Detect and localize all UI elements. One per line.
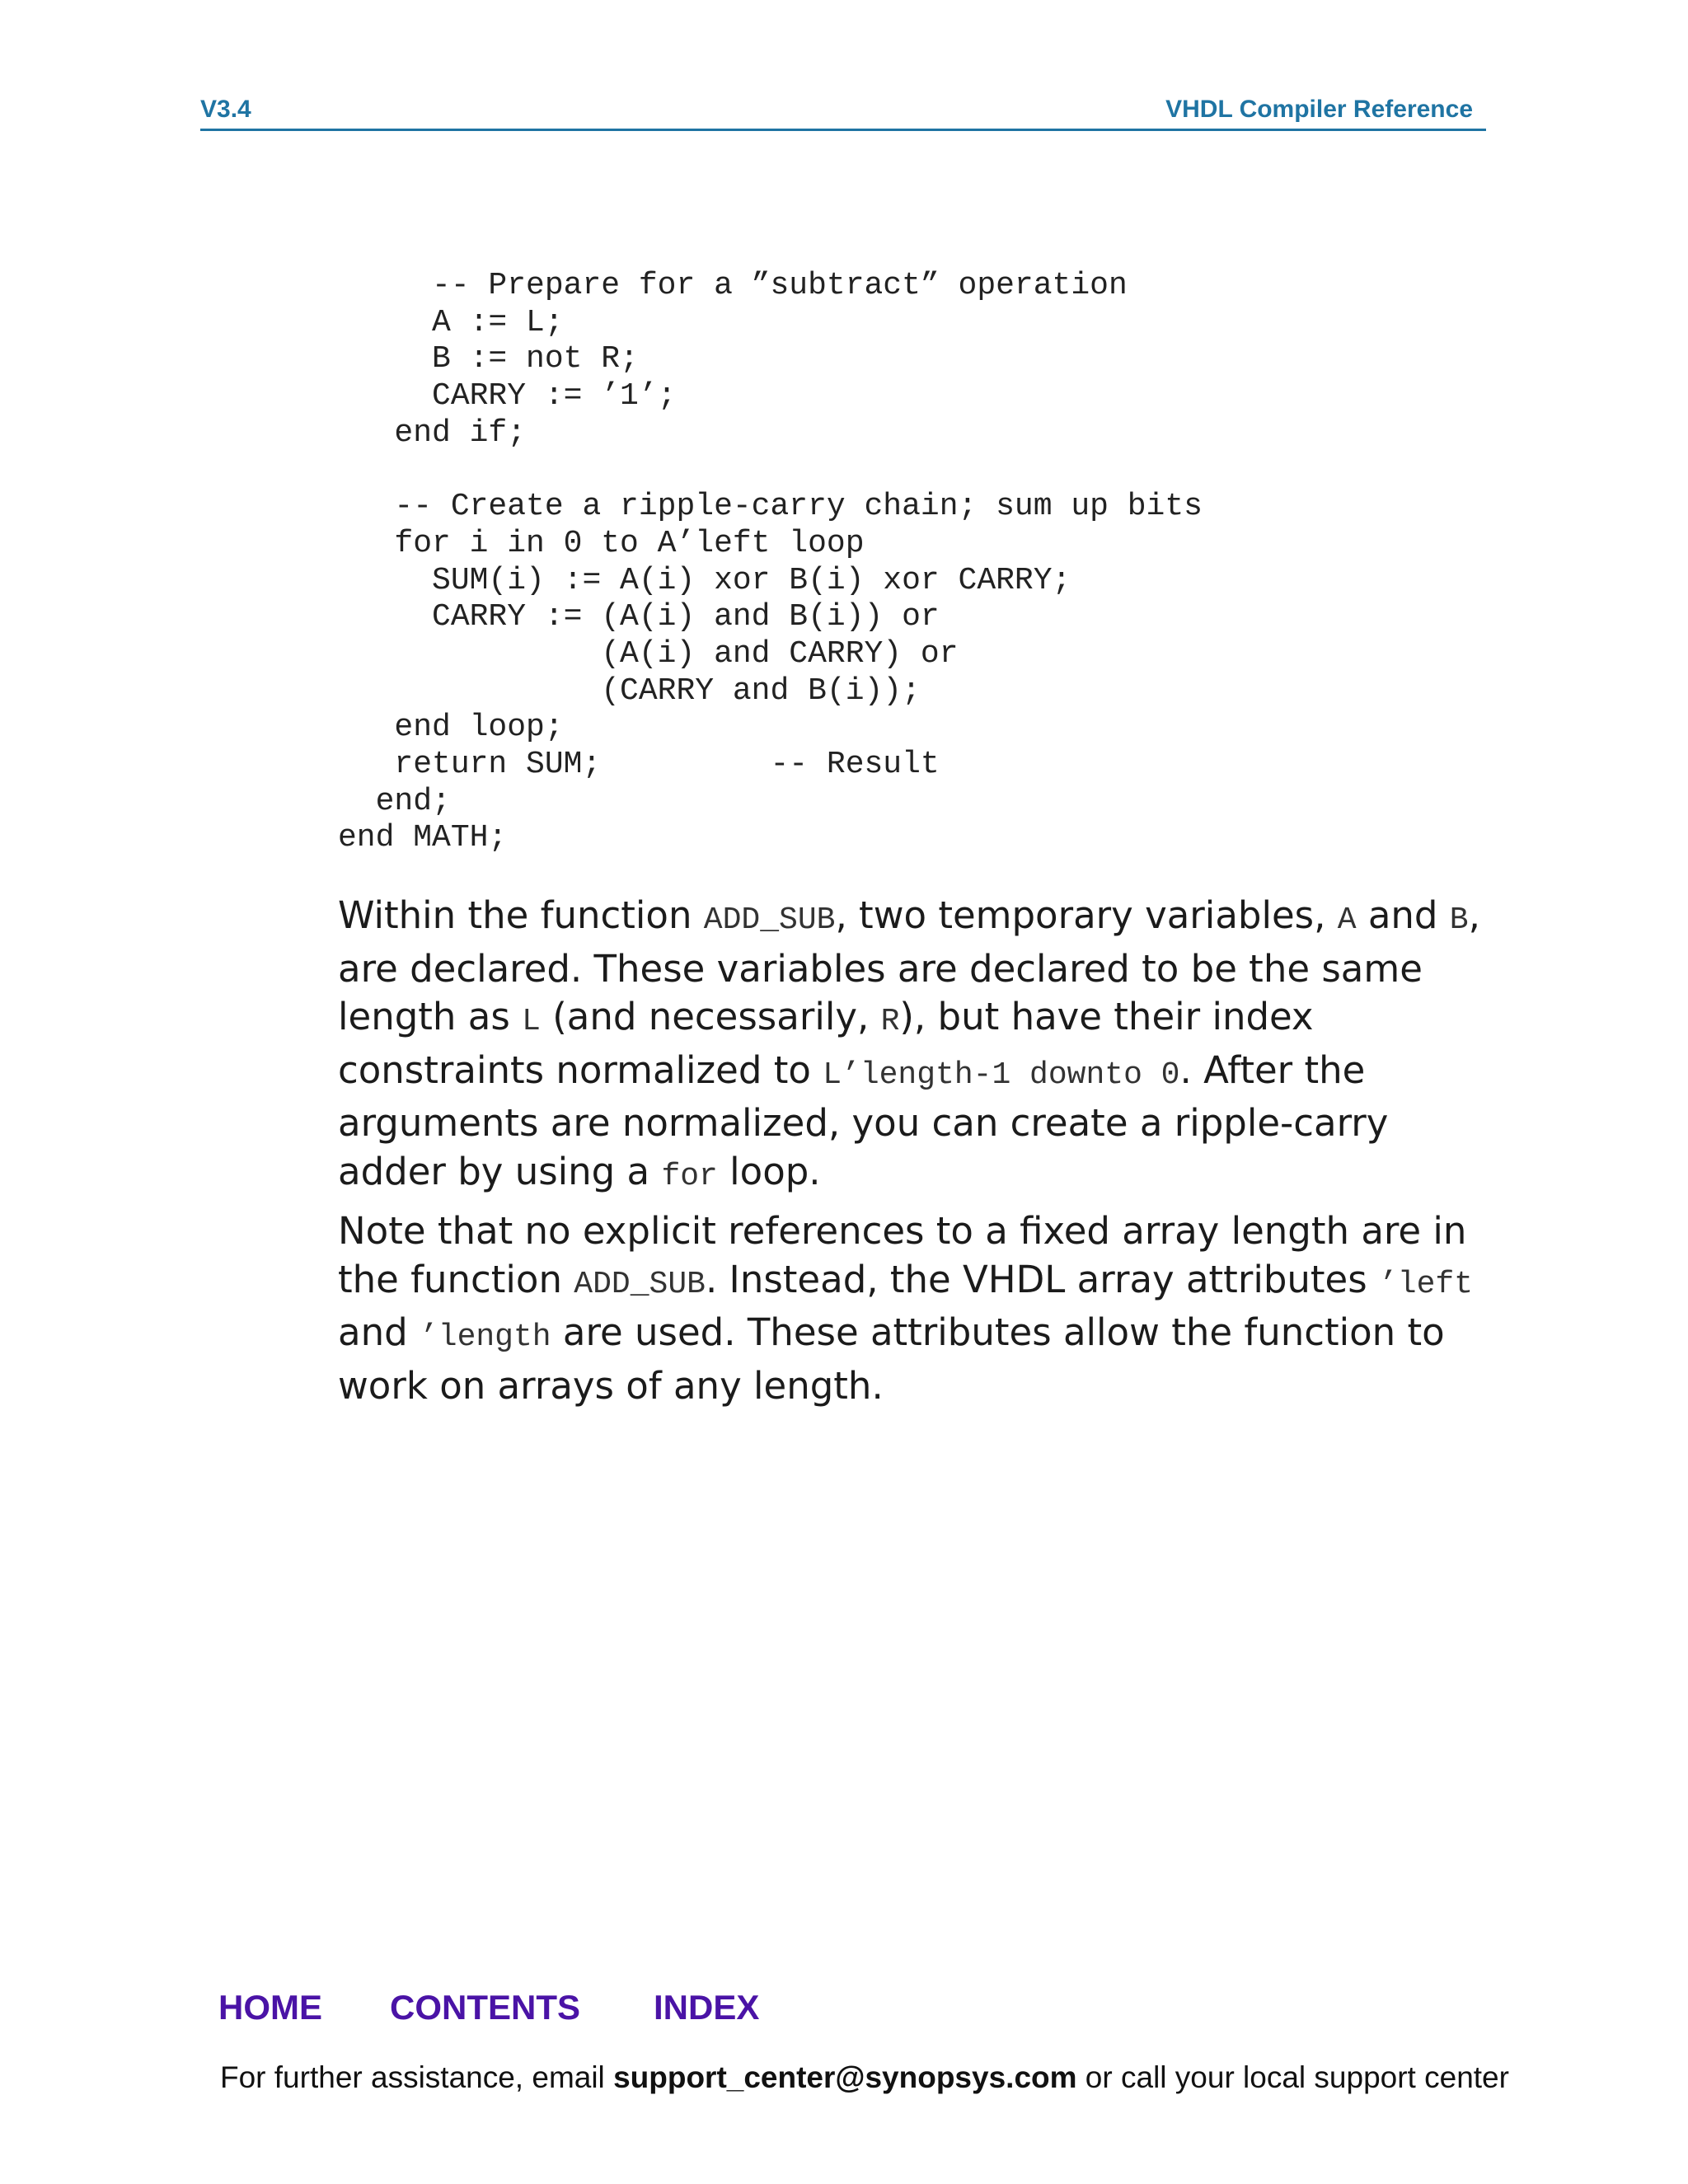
inline-code: L’length-1 downto 0 bbox=[823, 1057, 1180, 1093]
home-link[interactable]: HOME bbox=[218, 1988, 322, 2027]
code-line: CARRY := ’1’; bbox=[338, 378, 677, 415]
index-link[interactable]: INDEX bbox=[654, 1988, 760, 2027]
code-line: (A(i) and CARRY) or bbox=[338, 635, 959, 672]
text-run: and bbox=[1356, 893, 1450, 937]
text-run: loop. bbox=[717, 1149, 821, 1193]
support-line bbox=[220, 2060, 1509, 2095]
code-line: end if; bbox=[338, 415, 527, 451]
code-line: CARRY := (A(i) and B(i)) or bbox=[338, 599, 940, 635]
code-line: SUM(i) := A(i) xor B(i) xor CARRY; bbox=[338, 562, 1071, 598]
text-run: (and necessarily, bbox=[540, 995, 881, 1038]
text-run: , are declared. These variables are declared to be the same length as bbox=[338, 893, 1480, 1038]
inline-code: ADD_SUB bbox=[574, 1266, 706, 1302]
inline-code: ADD_SUB bbox=[703, 902, 836, 938]
inline-code: A bbox=[1337, 902, 1357, 938]
code-line bbox=[338, 452, 1203, 489]
body-paragraph-1 bbox=[338, 892, 1492, 1201]
code-line: -- Prepare for a ”subtract” operation bbox=[338, 268, 1128, 303]
code-line: return SUM; -- Result bbox=[338, 746, 940, 782]
inline-code: ’left bbox=[1379, 1266, 1474, 1302]
code-block bbox=[338, 268, 1203, 857]
text-run: , two temporary variables, bbox=[835, 893, 1338, 937]
code-line: A := L; bbox=[338, 304, 564, 340]
contents-link[interactable]: CONTENTS bbox=[390, 1988, 580, 2027]
support-prefix: For further assistance, email bbox=[220, 2060, 614, 2094]
inline-code: B bbox=[1449, 902, 1469, 938]
inline-code: ’length bbox=[419, 1319, 551, 1355]
version-label: V3.4 bbox=[200, 96, 251, 123]
code-line: -- Create a ripple-carry chain; sum up bits bbox=[338, 489, 1203, 525]
code-line: B := not R; bbox=[338, 341, 639, 377]
text-run: ), but have their index constraints normalized to bbox=[338, 995, 1314, 1092]
page-header bbox=[200, 92, 1486, 131]
body-paragraph-2 bbox=[338, 1207, 1492, 1410]
code-line: end; bbox=[338, 783, 451, 819]
code-line: end MATH; bbox=[338, 820, 508, 856]
document-title: VHDL Compiler Reference bbox=[1165, 96, 1473, 123]
code-line: end loop; bbox=[338, 710, 564, 746]
inline-code: R bbox=[880, 1004, 900, 1039]
code-line: (CARRY and B(i)); bbox=[338, 673, 921, 709]
text-run: Note that no explicit references to a fixed array length are in the function bbox=[338, 1209, 1467, 1301]
text-run: . Instead, the VHDL array attributes bbox=[705, 1257, 1379, 1301]
inline-code: L bbox=[522, 1004, 541, 1039]
inline-code: for bbox=[661, 1158, 718, 1194]
code-line: for i in 0 to A’left loop bbox=[338, 525, 865, 561]
support-email: support_center@synopsys.com bbox=[613, 2060, 1077, 2094]
text-run: and bbox=[338, 1310, 420, 1354]
text-run: Within the function bbox=[338, 893, 704, 937]
text-run: are used. These attributes allow the function to work on arrays of any length. bbox=[338, 1310, 1445, 1408]
text-run: . After the arguments are normalized, you can create a ripple-carry adder by using a bbox=[338, 1047, 1389, 1193]
support-suffix: or call your local support center bbox=[1076, 2060, 1509, 2094]
